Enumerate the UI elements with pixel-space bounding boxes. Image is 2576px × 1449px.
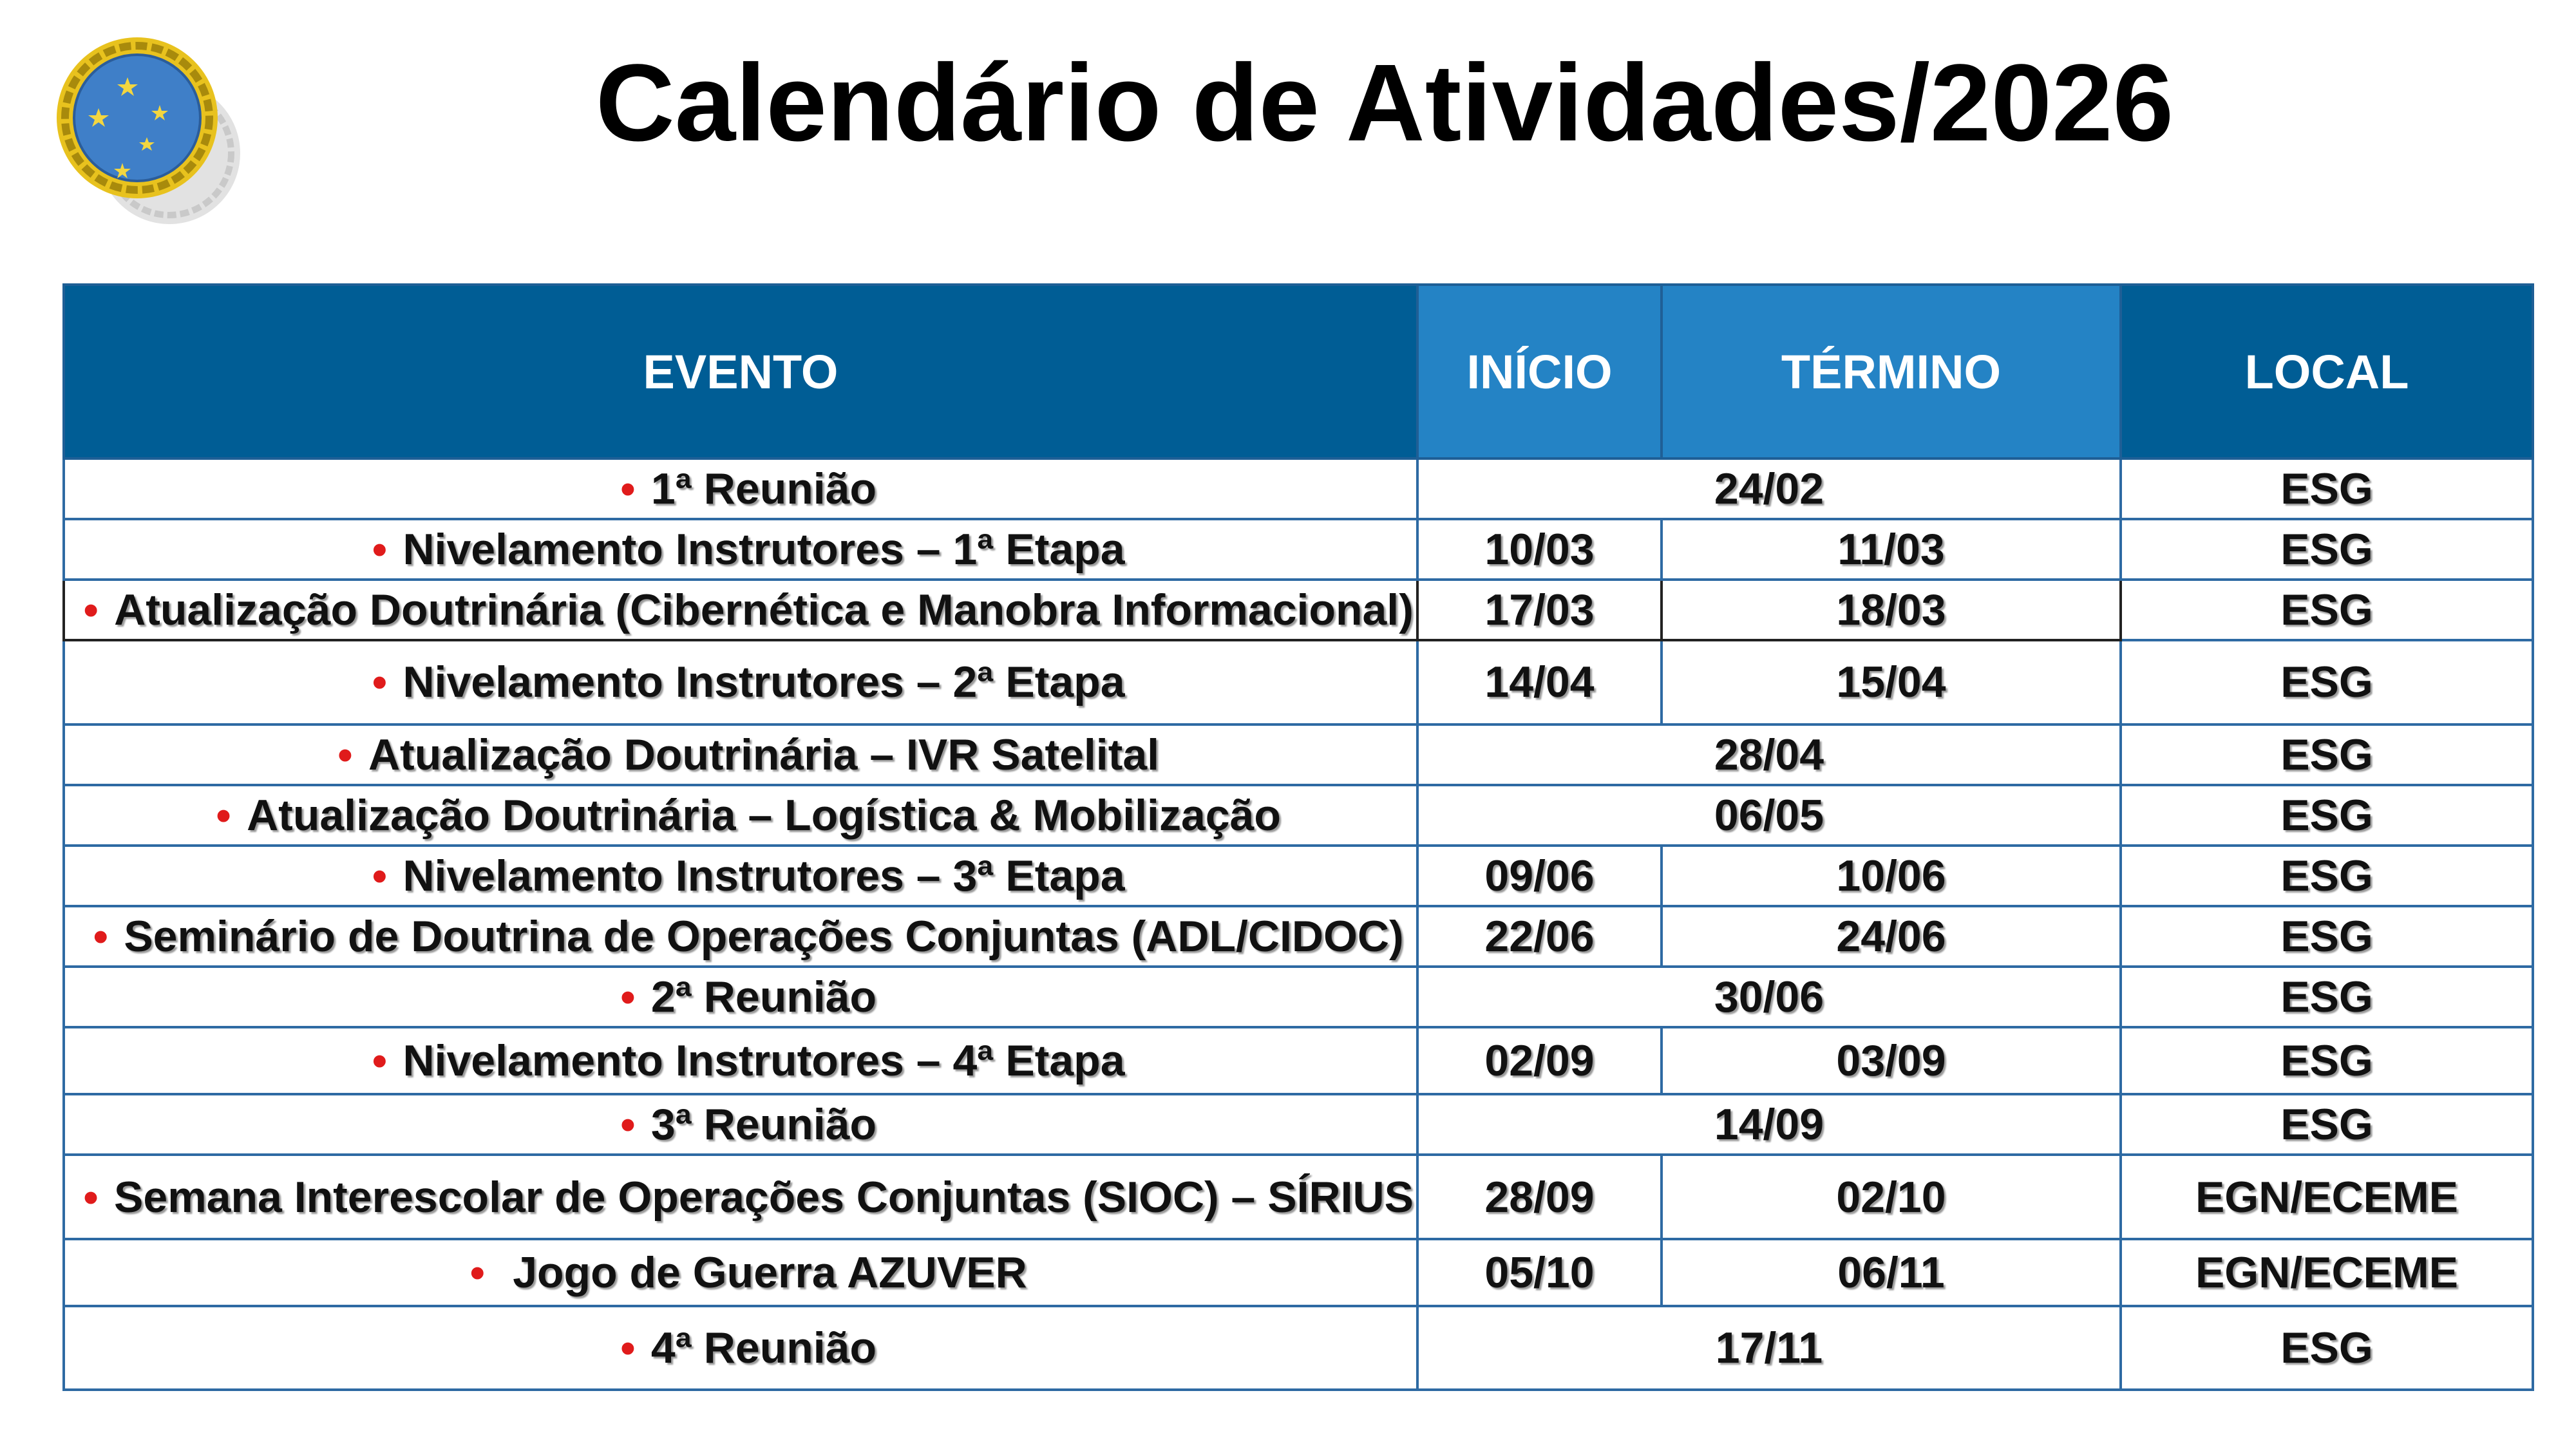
activities-table — [62, 283, 2534, 1391]
event-name: 4ª Reunião — [650, 1323, 877, 1372]
local-cell: ESG — [2121, 1306, 2533, 1390]
page-title: Calendário de Atividades/2026 — [595, 42, 2174, 164]
local-cell: ESG — [2121, 1094, 2533, 1155]
emblem-logo — [50, 31, 263, 231]
event-name: Nivelamento Instrutores – 2ª Etapa — [402, 658, 1125, 707]
table-row — [64, 580, 2533, 640]
table-row — [64, 724, 2533, 785]
end-date-cell: 11/03 — [1662, 519, 2121, 580]
end-date-cell: 10/06 — [1662, 846, 2121, 906]
local-cell: ESG — [2121, 967, 2533, 1027]
table-row — [64, 1027, 2533, 1094]
local-cell: ESG — [2121, 580, 2533, 640]
column-header-termino: TÉRMINO — [1662, 285, 2121, 459]
date-cell: 17/11 — [1417, 1306, 2121, 1390]
event-name: Atualização Doutrinária (Cibernética e Manobra Informacional) — [114, 585, 1414, 635]
bullet-icon: • — [620, 973, 636, 1021]
event-cell — [64, 906, 1417, 967]
bullet-icon: • — [620, 465, 636, 513]
event-cell — [64, 640, 1417, 724]
table-row — [64, 640, 2533, 724]
bullet-icon: • — [216, 791, 231, 839]
event-name: Nivelamento Instrutores – 4ª Etapa — [402, 1036, 1125, 1086]
date-cell: 28/04 — [1417, 724, 2121, 785]
bullet-icon: • — [372, 1037, 387, 1085]
local-cell: EGN/ECEME — [2121, 1239, 2533, 1306]
bullet-icon: • — [469, 1248, 485, 1296]
end-date-cell: 24/06 — [1662, 906, 2121, 967]
table-row — [64, 1306, 2533, 1390]
event-cell — [64, 519, 1417, 580]
end-date-cell: 06/11 — [1662, 1239, 2121, 1306]
table-row — [64, 1239, 2533, 1306]
table-row — [64, 846, 2533, 906]
event-cell — [64, 1094, 1417, 1155]
end-date-cell: 02/10 — [1662, 1155, 2121, 1238]
table-row — [64, 1094, 2533, 1155]
event-cell — [64, 846, 1417, 906]
date-cell: 24/02 — [1417, 459, 2121, 519]
emblem-icon — [50, 31, 263, 231]
bullet-icon: • — [620, 1101, 636, 1149]
column-header-inicio: INÍCIO — [1417, 285, 1662, 459]
bullet-icon: • — [372, 851, 387, 900]
local-cell: ESG — [2121, 906, 2533, 967]
event-name: Atualização Doutrinária – Logística & Mobilização — [247, 790, 1281, 840]
table-row — [64, 906, 2533, 967]
event-name: 2ª Reunião — [650, 972, 877, 1022]
date-cell: 14/09 — [1417, 1094, 2121, 1155]
date-cell: 30/06 — [1417, 967, 2121, 1027]
local-cell: ESG — [2121, 1027, 2533, 1094]
start-date-cell: 09/06 — [1417, 846, 1662, 906]
start-date-cell: 10/03 — [1417, 519, 1662, 580]
event-cell — [64, 724, 1417, 785]
event-cell — [64, 967, 1417, 1027]
bullet-icon: • — [83, 1173, 99, 1221]
event-cell — [64, 1239, 1417, 1306]
start-date-cell: 02/09 — [1417, 1027, 1662, 1094]
column-header-local: LOCAL — [2121, 285, 2533, 459]
start-date-cell: 05/10 — [1417, 1239, 1662, 1306]
bullet-icon: • — [372, 526, 387, 574]
local-cell: ESG — [2121, 519, 2533, 580]
bullet-icon: • — [337, 730, 353, 779]
event-cell — [64, 1155, 1417, 1238]
bullet-icon: • — [372, 658, 387, 706]
event-name: Jogo de Guerra AZUVER — [500, 1247, 1027, 1297]
event-name: Nivelamento Instrutores – 3ª Etapa — [402, 851, 1125, 900]
end-date-cell: 15/04 — [1662, 640, 2121, 724]
event-cell — [64, 785, 1417, 846]
column-header-evento: EVENTO — [64, 285, 1417, 459]
local-cell: ESG — [2121, 724, 2533, 785]
end-date-cell: 18/03 — [1662, 580, 2121, 640]
start-date-cell: 17/03 — [1417, 580, 1662, 640]
end-date-cell: 03/09 — [1662, 1027, 2121, 1094]
bullet-icon: • — [83, 586, 99, 634]
table-row — [64, 519, 2533, 580]
start-date-cell: 14/04 — [1417, 640, 1662, 724]
event-name: Atualização Doutrinária – IVR Satelital — [368, 730, 1160, 779]
local-cell: ESG — [2121, 846, 2533, 906]
local-cell: ESG — [2121, 785, 2533, 846]
table-row — [64, 1155, 2533, 1238]
start-date-cell: 28/09 — [1417, 1155, 1662, 1238]
local-cell: ESG — [2121, 640, 2533, 724]
event-cell — [64, 459, 1417, 519]
start-date-cell: 22/06 — [1417, 906, 1662, 967]
bullet-icon: • — [620, 1323, 636, 1372]
date-cell: 06/05 — [1417, 785, 2121, 846]
event-name: 1ª Reunião — [650, 464, 877, 514]
table-row — [64, 459, 2533, 519]
local-cell: EGN/ECEME — [2121, 1155, 2533, 1238]
event-name: Seminário de Doutrina de Operações Conjuntas (ADL/CIDOC) — [124, 911, 1404, 961]
event-name: Semana Interescolar de Operações Conjuntas (SIOC) – SÍRIUS — [114, 1172, 1414, 1222]
event-cell — [64, 1306, 1417, 1390]
event-cell — [64, 1027, 1417, 1094]
table-row — [64, 967, 2533, 1027]
event-name: 3ª Reunião — [650, 1100, 877, 1150]
local-cell: ESG — [2121, 459, 2533, 519]
event-name: Nivelamento Instrutores – 1ª Etapa — [402, 525, 1125, 574]
bullet-icon: • — [93, 912, 108, 960]
table-row — [64, 785, 2533, 846]
event-cell — [64, 580, 1417, 640]
